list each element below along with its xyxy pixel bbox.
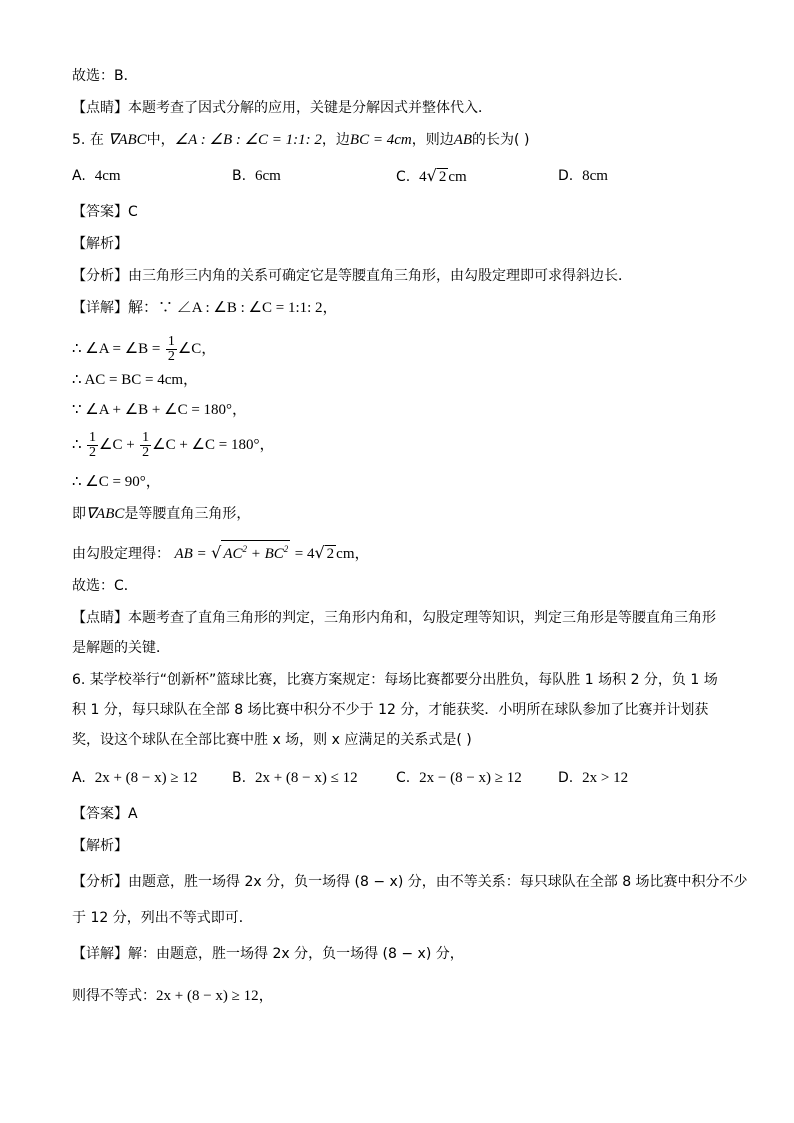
xiangjie-tag: 【详解】: [72, 300, 128, 316]
option-label: B.: [232, 770, 247, 786]
option-text: 8cm: [582, 168, 608, 184]
option-text: 2x > 12: [582, 770, 629, 786]
xiangjie-text: 解：∵ ∠A : ∠B : ∠C = 1:1: 2，: [128, 300, 338, 316]
sqrt-icon: √: [314, 543, 325, 562]
step-text: 是等腰直角三角形，: [124, 506, 251, 522]
angle-ratio: ∠A : ∠B : ∠C = 1:1: 2: [174, 132, 322, 148]
q5-stem: [72, 130, 529, 150]
fraction: [87, 431, 98, 460]
triangle-symbol: ∇ABC: [86, 506, 125, 522]
radicand: [221, 540, 290, 562]
q5-step3: [72, 400, 247, 420]
fenxi-tag: 【分析】: [72, 268, 128, 284]
q6-stem-line1: 6. 某学校举行“创新杯”篮球比赛，比赛方案规定：每场比赛都要分出胜负，每队胜 1 场积 2 分，负 1 场: [72, 672, 718, 688]
q6-xiangjie: [72, 944, 464, 964]
comment-tag: 【点睛】: [72, 100, 128, 116]
q6-stem-line3: 奖，设这个球队在全部比赛中胜 x 场，则 x 应满足的关系式是( ): [72, 732, 472, 748]
q6-stem-line2: 积 1 分，每只球队在全部 8 场比赛中积分不少于 12 分，才能获奖．小明所在球队参加了比赛并计划获: [72, 702, 709, 718]
answer-value: A: [128, 806, 138, 822]
q6-option-a[interactable]: [72, 768, 197, 788]
radicand: 2: [438, 169, 447, 185]
q6-analysis-tag: 【解析】: [72, 838, 128, 854]
numerator: 1: [89, 429, 96, 445]
stem-text: ，则边: [411, 132, 454, 148]
q5-step2: [72, 370, 198, 390]
q5-step7: [72, 540, 369, 564]
option-label: D.: [558, 770, 574, 786]
option-text: 6cm: [254, 168, 281, 184]
option-label: C.: [396, 169, 411, 185]
option-text: 4cm: [94, 168, 121, 184]
stem-text: 中，: [146, 132, 175, 148]
option-text: 2x + (8 − x) ≤ 12: [254, 770, 358, 786]
sqrt-icon: √: [426, 166, 437, 185]
sqrt-icon: √: [211, 543, 222, 562]
q5-step6: [72, 504, 250, 524]
q5-option-a[interactable]: [72, 166, 121, 186]
comment-tag: 【点睛】: [72, 610, 128, 626]
q6-inequality: [72, 986, 274, 1006]
triangle-label: ABC: [118, 132, 147, 148]
fenxi-text: 由三角形三内角的关系可确定它是等腰直角三角形，由勾股定理即可求得斜边长．: [128, 268, 632, 284]
stem-text: 的长为( ): [472, 132, 530, 148]
triangle-symbol: ∇ABC: [108, 132, 147, 148]
comment-text: 本题考查了直角三角形的判定，三角形内角和，勾股定理等知识，判定三角形是等腰直角三角形: [128, 610, 716, 626]
step-text: 即: [72, 506, 86, 522]
option-label: A.: [72, 168, 86, 184]
q6-option-b[interactable]: [232, 768, 358, 788]
denominator: 2: [89, 444, 96, 460]
step-text: 由勾股定理得：: [72, 546, 170, 562]
side-bc: BC = 4cm: [349, 132, 412, 148]
option-unit: cm: [448, 169, 467, 185]
exponent: 2: [242, 544, 247, 554]
option-text: 2x − (8 − x) ≥ 12: [419, 770, 522, 786]
step-math: cm，: [336, 546, 370, 562]
option-label: B.: [232, 168, 247, 184]
answer-tag: 【答案】: [72, 806, 128, 822]
option-coef: 4: [419, 169, 427, 185]
step-math: AB =: [174, 546, 207, 562]
q5-step5: [72, 472, 161, 492]
q5-xiangjie: [72, 298, 338, 318]
q5-step4: [72, 428, 274, 462]
exponent: 2: [283, 544, 289, 554]
step-text: 则得不等式：: [72, 988, 156, 1004]
xiangjie-tag: 【详解】: [72, 946, 128, 962]
answer-value: C: [128, 204, 138, 220]
q6-fenxi-cont: 于 12 分，列出不等式即可．: [72, 910, 253, 926]
step-text: ∴: [72, 437, 82, 453]
prev-comment: [72, 98, 492, 118]
q5-option-b[interactable]: [232, 166, 281, 186]
denominator: 2: [142, 444, 150, 460]
step-math: 2x + (8 − x) ≥ 12，: [156, 988, 274, 1004]
numerator: 1: [142, 429, 150, 445]
prev-answer-line: 故选：B．: [72, 68, 138, 84]
q5-answer: [72, 202, 138, 222]
option-text: 2x + (8 − x) ≥ 12: [94, 770, 198, 786]
step-text: ∠C，: [177, 341, 217, 357]
q5-comment: [72, 608, 716, 628]
option-label: C.: [396, 770, 411, 786]
q6-option-d[interactable]: [558, 768, 628, 788]
stem-text: 在: [89, 132, 104, 148]
q6-answer: [72, 804, 138, 824]
step-math: = 4: [294, 546, 315, 562]
step-text: ∴ ∠C = 90°，: [72, 474, 161, 490]
fenxi-tag: 【分析】: [72, 874, 128, 890]
triangle-label: ABC: [96, 506, 125, 522]
question-number: 5.: [72, 132, 86, 148]
numerator: 1: [167, 333, 175, 349]
q5-step1: [72, 332, 216, 366]
radicand-term: + BC: [246, 546, 284, 562]
q5-comment-cont: 是解题的关键．: [72, 640, 170, 656]
radicand: 2: [326, 546, 335, 562]
radicand-term: AC: [223, 546, 243, 562]
answer-tag: 【答案】: [72, 204, 128, 220]
q5-option-d[interactable]: [558, 166, 608, 186]
q5-analysis-tag: 【解析】: [72, 236, 128, 252]
q5-option-c[interactable]: [396, 166, 467, 187]
step-text: ∴ AC = BC = 4cm，: [72, 372, 199, 388]
option-label: A.: [72, 770, 86, 786]
stem-text: ，边: [321, 132, 350, 148]
fenxi-text: 由题意，胜一场得 2x 分，负一场得 (8 − x) 分，由不等关系：每只球队在全部 8 场比赛中积分不少: [128, 874, 748, 890]
fraction: [166, 335, 177, 364]
q6-option-c[interactable]: [396, 768, 522, 788]
fraction: [140, 431, 151, 460]
q5-fenxi: [72, 266, 632, 286]
step-text: ∠C +: [99, 437, 135, 453]
step-text: ∵ ∠A + ∠B + ∠C = 180°，: [72, 402, 248, 418]
denominator: 2: [167, 348, 175, 364]
q5-choose: 故选：C．: [72, 578, 138, 594]
xiangjie-text: 解：由题意，胜一场得 2x 分，负一场得 (8 − x) 分，: [128, 946, 464, 962]
option-label: D.: [558, 168, 574, 184]
comment-text: 本题考查了因式分解的应用，关键是分解因式并整体代入．: [128, 100, 492, 116]
q6-fenxi: [72, 872, 748, 892]
step-text: ∠C + ∠C = 180°，: [152, 437, 275, 453]
side-ab: AB: [453, 132, 473, 148]
step-text: ∴ ∠A = ∠B =: [72, 341, 161, 357]
